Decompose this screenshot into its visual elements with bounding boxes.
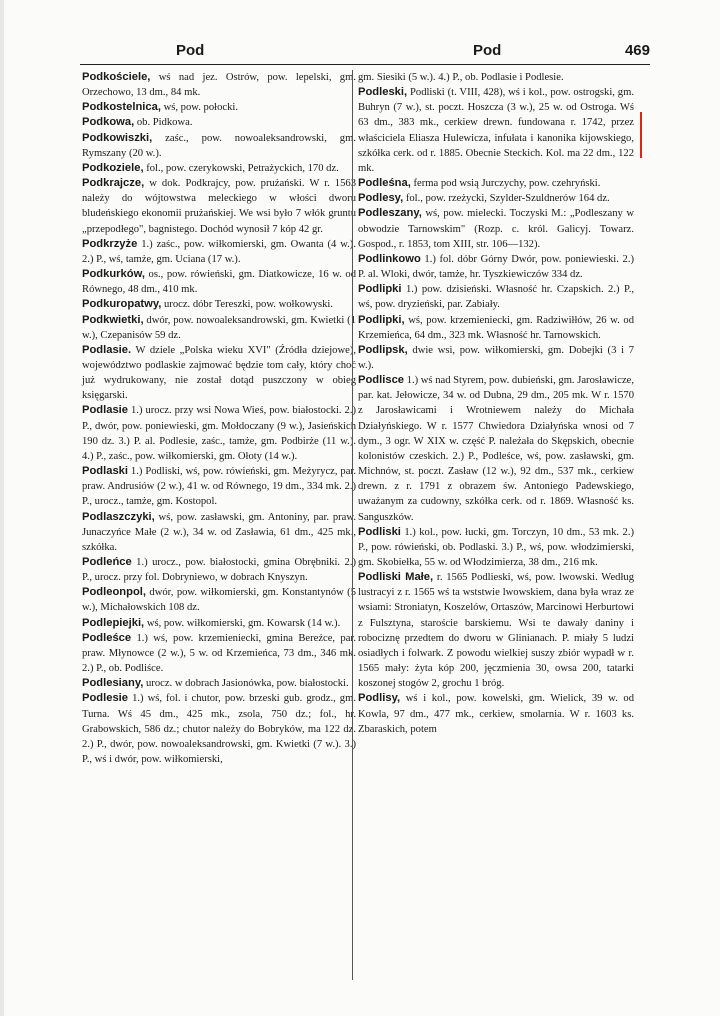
entry-headword: Podlisce (358, 374, 405, 387)
entry-text: w dok. Podkrajcy, pow. prużański. W r. 1563 należy do wójtowstwa meleckiego w włości dworu bludeńskiego ekonomii prużańskiej. We wsi było 7 włók gruntu „przepodłego", bagnistego. Dochód wynosił 7 kóp 42 gr. (82, 178, 356, 235)
entry-text: wś i kol., pow. kowelski, gm. Wielick, 39 w. od Kowla, 97 dm., 477 mk., cerkiew, smolarnia. W r. 1603 ks. Zbaraskich, potem (358, 693, 634, 735)
dictionary-entry (82, 161, 356, 176)
entry-text: zaśc., pow. nowoaleksandrowski, gm. Rymszany (20 w.). (82, 132, 356, 159)
entry-text: wś, pow. wiłkomierski, gm. Kowarsk (14 w.). (144, 617, 341, 629)
dictionary-entry (82, 267, 356, 297)
entry-headword: Podlipki, (358, 313, 405, 326)
dictionary-entry (82, 510, 356, 555)
entry-text: wś, pow. połocki. (160, 102, 238, 114)
entry-text: wś, pow. zasławski, gm. Antoniny, par. praw. Junaczyńce Małe (2 w.), 34 w. od Zasławia, 61 dm., 425 mk., szkółka. (82, 511, 356, 553)
header-left-guide-word: Pod (176, 42, 205, 59)
dictionary-entry (82, 555, 356, 585)
scan-edge (0, 0, 4, 1016)
entry-text: fol., pow. czerykowski, Petrażyckich, 170 dz. (143, 162, 339, 174)
entry-headword: Podlepiejki, (82, 616, 145, 629)
dictionary-entry (82, 237, 356, 267)
entry-text: gm. Siesiki (5 w.). 4.) P., ob. Podlasie i Podlesie. (358, 72, 564, 83)
entry-text: 1.) urocz., pow. białostocki, gmina Obrębniki. 2.) P., urocz. przy fol. Dobryniewo, w dobrach Knyszyn. (82, 557, 356, 584)
dictionary-entry (358, 373, 634, 525)
dictionary-entry (82, 343, 356, 404)
entry-headword: Podkowiszki, (82, 131, 153, 144)
entry-text: ferma pod wsią Jurczychy, pow. czehryński. (410, 178, 601, 190)
dictionary-entry (358, 176, 634, 191)
right-column (358, 70, 634, 737)
dictionary-entry (358, 70, 634, 85)
dictionary-entry (82, 176, 356, 237)
dictionary-entry (82, 100, 356, 115)
entry-headword: Podlipsk, (358, 343, 408, 356)
entry-headword: Podlasie. (82, 343, 132, 356)
entry-text: dwór, pow. wiłkomierski, gm. Konstantynów (5 w.), Michałowskich 108 dz. (82, 587, 356, 614)
dictionary-entry (358, 206, 634, 251)
entry-text: 1.) zaśc., pow. wiłkomierski, gm. Owanta (4 w.). 2.) P., wś, tamże, gm. Uciana (17 w.). (82, 238, 356, 265)
dictionary-entry (358, 85, 634, 176)
entry-text: Podliski (t. VIII, 428), wś i kol., pow. ostrogski, gm. Buhryn (7 w.), st. poczt. Hoszcza (3 w.), 25 w. od Ostroga. Wś 63 dm., 383 mk., cerkiew drewn. fundowana r. 1742, przez właściciela Eliasza Hulewicza, infułata i kanonika kijowskiego, szkółka cerk. od r. 1885. Obecnie Steckich. Kol. ma 22 dm., 122 mk. (358, 87, 634, 174)
entry-headword: Podkwietki, (82, 313, 144, 326)
running-header (80, 42, 650, 64)
entry-headword: Podlasie (82, 404, 129, 417)
dictionary-entry (82, 70, 356, 100)
left-column (82, 70, 356, 767)
entry-text: 1.) wś, pow. krzemieniecki, gmina Bereźce, par. praw. Młynowce (2 w.), 5 w. od Krzemieńca, 73 dm., 346 mk. 2.) P., ob. Podliśce. (82, 632, 356, 675)
dictionary-entry (358, 313, 634, 343)
entry-headword: Podlisy, (358, 692, 401, 705)
entry-headword: Podlesiany, (82, 677, 144, 690)
entry-headword: Podlaski (82, 465, 129, 478)
dictionary-entry (358, 691, 634, 736)
entry-text: os., pow. rówieński, gm. Diatkowicze, 16 w. od Równego, 48 dm., 410 mk. (82, 269, 356, 296)
dictionary-entry (82, 403, 356, 464)
dictionary-entry (82, 616, 356, 631)
entry-headword: Podlesy, (358, 192, 404, 205)
entry-text: 1.) fol. dóbr Górny Dwór, pow. poniewieski. 2.) P. al. Wloki, dwór, tamże, hr. Tyszkiewiczów 334 dz. (358, 253, 634, 281)
dictionary-entry (82, 464, 356, 509)
entry-headword: Podliski (358, 525, 401, 538)
dictionary-entry (358, 570, 634, 691)
entry-headword: Podkrajcze, (82, 177, 145, 190)
dictionary-entry (82, 313, 356, 343)
entry-text: 1.) wś, fol. i chutor, pow. brzeski gub. grodz., gm. Turna. Wś 45 dm., 425 mk., zsola, 750 dz.; fol., hr. Grabowskich, 586 dz.; chutor należy do Bobryków, ma 122 dz. 2.) P., dwór, pow. nowoaleksandrowski, gm. Kwietki (7 w.). 3.) P., wś i dwór, pow. wiłkomierski, (82, 693, 356, 766)
entry-headword: Podkowa, (82, 116, 135, 129)
dictionary-entry (82, 631, 356, 676)
entry-headword: Podleśna, (358, 177, 411, 190)
entry-text: W dziele „Polska wieku XVI" (Źródła dziejowe), województwo podlaskie zajmować będzie tom cały, który choć już wydrukowany, nie został dotąd puszczony w obieg księgarski. (82, 344, 356, 402)
entry-headword: Podleśce (82, 631, 132, 644)
entry-headword: Podkościele, (82, 71, 151, 83)
entry-text: urocz. w dobrach Jasionówka, pow. białostocki. (143, 678, 349, 690)
entry-text: wś, pow. mielecki. Toczyski M.: „Podleszany w obwodzie Tarnowskim" (Rozp. c. król. Galicyj. Towarz. Gospod., r. 1853, tom XIII, str. 106—132). (358, 208, 634, 250)
entry-headword: Podlaszczyki, (82, 510, 155, 523)
entry-headword: Podkrzyże (82, 237, 138, 250)
entry-text: urocz. dóbr Tereszki, pow. wołkowyski. (161, 299, 334, 311)
entry-headword: Podlinkowo (358, 252, 421, 265)
entry-text: wś, pow. krzemieniecki, gm. Radziwiłłów, 26 w. od Krzemieńca, 64 dm., 323 mk. Własność hr. Tarnowskich. (358, 314, 634, 341)
red-margin-mark (640, 112, 642, 158)
entry-headword: Podleńce (82, 556, 132, 568)
entry-headword: Podkurków, (82, 268, 145, 281)
page-number: 469 (624, 42, 650, 59)
header-right-guide-word: Pod (473, 42, 502, 59)
entry-text: fol., pow. rzeżycki, Szylder-Szuldnerów 164 dz. (403, 193, 610, 205)
entry-text: 1.) urocz. przy wsi Nowa Wieś, pow. białostocki. 2.) P., dwór, pow. poniewieski, gm. Mołdoczany (9 w.), Jasieńskich 190 dz. 3.) P. al. Podlesie, zaśc., tamże, gm. Podbirże (11 w.). 4.) P., zaśc., pow. wiłkomierski, gm. Ołoty (14 w.). (82, 405, 356, 462)
dictionary-entry (82, 115, 356, 130)
entry-text: 1.) wś nad Styrem, pow. dubieński, gm. Jarosławicze, par. kat. Jełowicze, 34 w. od Dubna, 29 dm., 205 mk. W r. 1570 z Jarosławicami i Wrotniewem należy do Michała Działyńskiego. W r. 1577 Chwiedora Działyńska wnosi od 7 dym., 3 ogr. W XIX w. część P. należała do Skępskich, obecnie kolonistów czeskich. 2.) P., Podleśce, wś, pow. zasławski, gm. Michnów, st. poczt. Zasław (12 w.), 92 dm., 537 mk., cerkiew drewn. z r. 1791 z obrazem św. Antoniego Padewskiego, uważanym za cudowny, szkółka cerk. od r. 1869. Własność ks. Sanguszków. (358, 375, 634, 523)
entry-text: dwie wsi, pow. wiłkomierski, gm. Dobejki (3 i 7 w.). (358, 344, 634, 371)
dictionary-entry (358, 191, 634, 206)
entry-text: 1.) kol., pow. łucki, gm. Torczyn, 10 dm., 53 mk. 2.) P., pow. rówieński, ob. Podlaski. 3.) P., wś, pow. włodzimierski, gm. Skobiełka, 55 w. od Włodzimierza, 38 dm., 216 mk. (358, 526, 634, 568)
entry-headword: Podleszany, (358, 207, 422, 220)
column-divider (352, 70, 353, 980)
dictionary-entry (82, 676, 356, 691)
entry-text: ob. Pidkowa. (134, 117, 193, 129)
entry-headword: Podkuropatwy, (82, 298, 162, 311)
entry-headword: Podliski Małe, (358, 571, 434, 584)
entry-headword: Podleski, (358, 86, 408, 99)
entry-headword: Podlesie (82, 692, 129, 705)
entry-text: r. 1565 Podlieski, wś, pow. lwowski. Według lustracyi z r. 1565 wś ta wststwie lwowskiem, dana była wraz ze wsiami: Stroniatyn, Koszelów, Ortaszów, Marcinowi Herburtowi z Fulsztyna, staroście barskiemu. Wsi te dawały daniny i robociznę przedtem do dworu w Glinianach. P. miały 5 ludzi osiadłych i folwark. Z powodu wielkiej suszy zbiór wypadł w r. 1565 mały: żyta kóp 200, jęczmienia 30, owsa 200, tatarki koszonej stogów 2, grochu 1 bróg. (358, 572, 634, 690)
dictionary-entry (358, 282, 634, 312)
entry-headword: Podlipki (358, 283, 402, 296)
entry-headword: Podleonpol, (82, 586, 147, 599)
entry-text: 1.) pow. dzisieński. Własność hr. Czapskich. 2.) P., wś, pow. dryzieński, par. Zabiały. (358, 284, 634, 311)
entry-text: dwór, pow. nowoaleksandrowski, gm. Kwietki (1 w.), Czepanisów 59 dz. (82, 314, 356, 341)
dictionary-entry (82, 585, 356, 615)
entry-headword: Podkoziele, (82, 161, 144, 174)
entry-text: 1.) Podliski, wś, pow. rówieński, gm. Meżyrycz, par. praw. Andrusiów (2 w.), 41 w. od Równego, 19 dm., 334 mk. 2.) P., urocz., tamże, gm. Kostopol. (82, 466, 356, 508)
dictionary-entry (358, 525, 634, 570)
header-rule (80, 64, 650, 65)
dictionary-entry (82, 691, 356, 767)
entry-headword: Podkostelnica, (82, 101, 161, 114)
dictionary-entry (358, 343, 634, 373)
dictionary-entry (82, 131, 356, 161)
dictionary-entry (82, 297, 356, 312)
dictionary-entry (358, 252, 634, 282)
entry-text: wś nad jez. Ostrów, pow. lepelski, gm. Orzechowo, 13 dm., 84 mk. (82, 72, 356, 99)
